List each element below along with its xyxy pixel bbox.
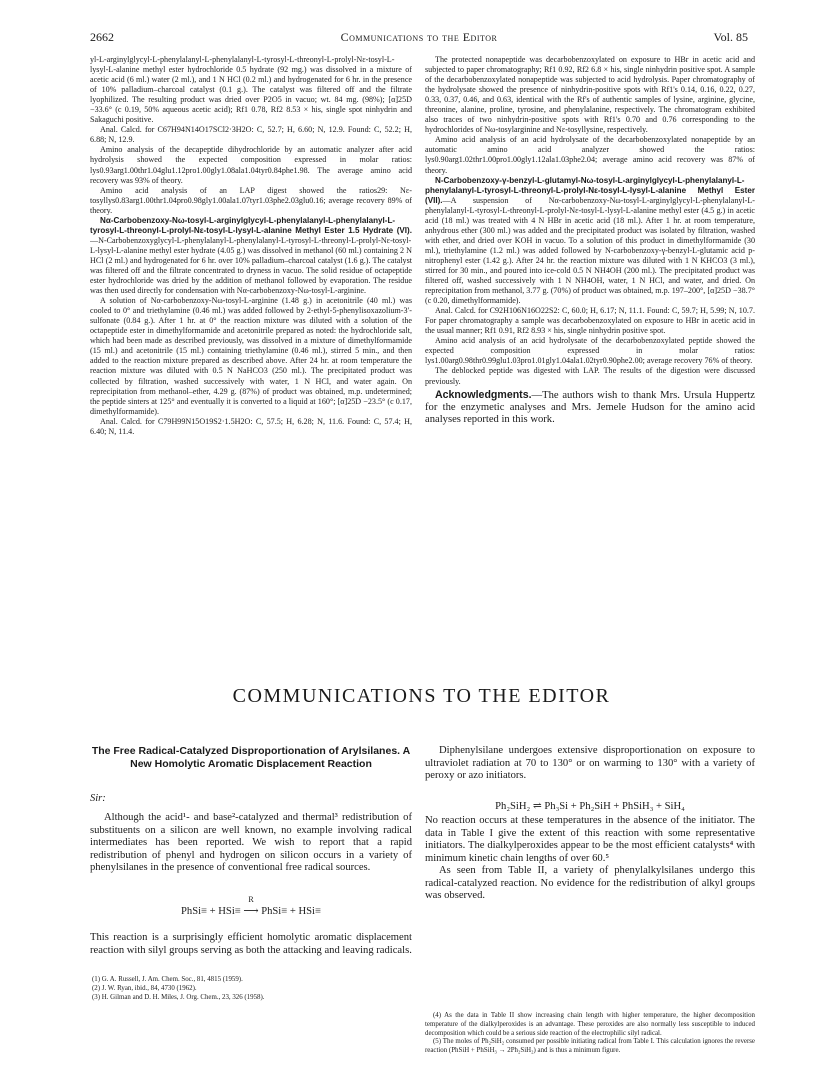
- paragraph-text: yl-L-arginylglycyl-L-phenylalanyl-L-phenylalanyl-L-tyrosyl-L-threonyl-L-prolyl-Nε-tosyl-L-lysyl-L-alanine methyl ester hydrochloride 0.5 hydrate (92 mg.) was dissolved in a mixture of acetic acid (6 ml.) water (2 ml.), and 1 N HCl (0.2 ml.) and hydrogenated for 6 hr. in the presence of 10% palladium–charcoal catalyst (0.1 g.). The catalyst was filtered off and the filtrate lyophilized. The resulting product was dried over P2O5 in vacuo; wt. 84 mg. (98%); [α]25D −33.6° (c 0.19, 50% aqueous acetic acid); Rf1 0.78, Rf2 8.53 × his, single spot ninhydrin and Sakaguchi positive.: [90, 55, 412, 125]
- compound-heading: Nα-Carbobenzoxy-Nω-tosyl-L-arginylglycyl-L-phenylalanyl-L-phenylalanyl-L-tyrosyl-L-threonyl-L-prolyl-Nε-tosyl-L-lysyl-L-alanine Methyl Ester 1.5 Hydrate (VI).: [90, 215, 412, 235]
- paragraph: [425, 366, 755, 386]
- top-left-column: [90, 55, 412, 585]
- paragraph: [90, 125, 412, 145]
- paragraph-text: The deblocked peptide was digested with LAP. The results of the digestion were discussed previously.: [425, 366, 755, 386]
- footnote: (1) G. A. Russell, J. Am. Chem. Soc., 81, 4815 (1959).: [92, 976, 243, 983]
- footnote: (5) The moles of Ph₂SiH₂ consumed per possible initiating radical from Table I. This calculation ignores the reverse reaction (PhSiH + PhSiH₃ → 2Ph₂SiH₂) and is thus a minimum figure.: [425, 1038, 755, 1055]
- page-number: 2662: [90, 30, 114, 44]
- paragraph: [425, 135, 755, 175]
- paragraph: No reaction occurs at these temperatures in the absence of the initiator. The data in Table I give the extent of this reaction with some representative initiators. The dialkylperoxides appear to be the most efficient catalysts⁴ with minimum kinetic chain lengths of over 60.⁵: [425, 815, 755, 864]
- compound-heading: N-Carbobenzoxy-γ-benzyl-L-glutamyl-Nω-tosyl-L-arginylglycyl-L-phenylalanyl-L-phenylalanyl-L-tyrosyl-L-threonyl-L-prolyl-Nε-tosyl-L-lysyl-L-alanine Methyl Ester (VII).: [425, 175, 755, 205]
- equation-redistribution: [90, 895, 412, 917]
- paragraph-text: Amino acid analysis of an acid hydrolysate of the decarbobenzoxylated nonapeptide by an automatic amino acid analyzer showed the ratios: lys0.90arg1.02thr1.00pro1.00gly1.12ala1.03phe2.04; average amino acid recovery was 87% of theory.: [425, 135, 755, 175]
- over-arrow-label: R: [248, 895, 254, 904]
- article-title: The Free Radical-Catalyzed Disproportionation of Arylsilanes. A New Homolytic Aromatic Displacement Reaction: [91, 745, 411, 770]
- acknowledgments: [425, 389, 755, 427]
- footnote: (3) H. Gilman and D. H. Miles, J. Org. Chem., 23, 326 (1958).: [92, 993, 265, 1001]
- top-right-column: [425, 55, 755, 585]
- paragraph-text: Amino acid analysis of an LAP digest showed the ratios29: Nε-tosyllys0.83arg1.00thr1.04pro0.98gly1.00ala1.07tyr1.03phe2.03glu0.16; average recovery 89% of theory.: [90, 185, 412, 215]
- paragraph-text: —N-Carbobenzoxyglycyl-L-phenylalanyl-L-phenylalanyl-L-tyrosyl-L-threonyl-L-prolyl-Nε-tosyl-L-lysyl-L-alanine methyl ester hydrate (4.05 g.) was dissolved in methanol (60 ml.) containing 2 N HCl (2 ml.) and hydrogenated for 6 hr. over 10% palladium–charcoal catalyst (1.6 g.). The catalyst was filtered off and the filtrate concentrated to dryness in vacuo. The solid residue of octapeptide ester hydrochloride was dried by the addition of methanol followed by evaporation. The residue was then used directly for condensation with Nα-carbobenzoxy-Nω-tosyl-L-arginine.: [90, 235, 412, 296]
- paragraph-text: Amino acid analysis of an acid hydrolysate of the decarbobenzoxylated peptide showed the expected composition expressed in molar ratios: lys1.00arg0.98thr0.99glu1.03pro1.01gly1.04ala1.02tyr0.90phe2.00; average recovery 76% of theory.: [425, 336, 755, 366]
- paragraph: [425, 336, 755, 366]
- paragraph: [90, 417, 412, 437]
- running-title: Communications to the Editor: [340, 30, 498, 44]
- paragraph: [425, 306, 755, 336]
- volume-label: Vol. 85: [713, 30, 748, 44]
- paragraph-text: The protected nonapeptide was decarbobenzoxylated on exposure to HBr in acetic acid and subjected to paper chromatography; Rf1 0.92, Rf2 6.8 × his, single ninhydrin positive spot. A sample of the decarbobenzoxylated nonapeptide was subjected to acid hydrolysis. Paper chromatography of the hydrolysate showed the presence of ninhydrin-positive spots with Rf1's 0.14, 0.16, 0.22, 0.27, 0.33, 0.37, 0.46, and 0.63, identical with the Rf's of authentic samples of lysine, arginine, glycine, threonine, alanine, proline, tyrosine, and phenylalanine, respectively. The chromatogram exhibited also traces of two ninhydrin-positive spots with Rf1's 0.70 and 0.76 corresponding to the hydrochlorides of Nω-tosylarginine and Nε-tosyllysine, respectively.: [425, 55, 755, 135]
- paragraph: [425, 55, 755, 135]
- equation-disproportionation: Ph₂SiH₂ ⇌ Ph₃Si + Ph₂SiH + PhSiH₃ + SiH₄: [495, 801, 685, 812]
- paragraph-text: Anal. Calcd. for C79H99N15O19S2·1.5H2O: C, 57.5; H, 6.28; N, 11.6. Found: C, 57.4; H, 6.40; N, 11.4.: [90, 416, 412, 436]
- footnote: (4) As the data in Table II show increasing chain length with higher temperature, the higher decomposition temperature of the dialkylperoxides is an advantage. These peroxides are also normally less susceptible to induced decomposition which could be a serious side reaction of the electrophilic silyl radical.: [425, 1012, 755, 1037]
- page-header: [90, 30, 748, 46]
- paragraph-text: Anal. Calcd. for C67H94N14O17SCl2·3H2O: C, 52.7; H, 6.60; N, 12.9. Found: C, 52.2; H, 6.88; N, 12.9.: [90, 125, 412, 145]
- paragraph: Diphenylsilane undergoes extensive disproportionation on exposure to ultraviolet radiation at 70 to 130° or on warming to 130° with a variety of peroxy or azo initiators.: [425, 745, 755, 781]
- paragraph: Although the acid¹- and base²-catalyzed and thermal³ redistribution of substituents on a silicon are well known, no example involving radical intermediates has been reported. We wish to report that a rapid redistribution of phenyl and hydrogen on silicon occurs in a variety of phenylsilanes in the presence of conventional free radical sources.: [90, 812, 412, 873]
- paragraph: [90, 145, 412, 185]
- paragraph-text: —A suspension of Nα-carbobenzoxy-Nω-tosyl-L-arginylglycyl-L-phenylalanyl-L-phenylalanyl-L-tyrosyl-L-threonyl-L-prolyl-Nε-tosyl-L-lysyl-L-alanine methyl ester (4.5 g.) in acetic acid (18 ml.) was treated with 4 N HBr in acetic acid (18 ml.). After 1 hr. at room temperature, anhydrous ether (300 ml.) was added and the precipitated product was isolated by filtration, washed with ether, and dried over KOH in vacuo. To a solution of this product in dimethylformamide (30 ml.), triethylamine (1.2 ml.) was added followed by N-carbobenzoxy-γ-benzyl-L-glutamic acid p-nitrophenyl ester (1.42 g.). After 24 hr. the reaction mixture was diluted with 1 N KHCO3 (3 ml.), stirred for 30 min., and poured into ice-cold 0.5 N NH4OH (200 ml.). The precipitated product was filtered off, washed successively with 1 N NH4OH, water, 1 N HCl, and water, and dried. On reprecipitation from methanol, 3.77 g. (70%) of product was obtained, m.p. 197–200°, [α]25D −38.7° (c 0.20, dimethylformamide).: [425, 195, 755, 306]
- paragraph: [90, 186, 412, 216]
- salutation: Sir:: [90, 793, 106, 804]
- article-left-paragraph-1: [90, 812, 412, 875]
- paragraph: [90, 296, 412, 417]
- paragraph: [90, 216, 412, 296]
- equation-text: PhSi≡ + HSi≡ ⟶ PhSi≡ + HSi≡: [181, 906, 321, 917]
- paragraph: [425, 176, 755, 307]
- article-right-paragraphs: [425, 815, 755, 903]
- footnotes-right: [425, 1012, 755, 1056]
- article-right-paragraph-1: [425, 745, 755, 783]
- paragraph: [90, 55, 412, 125]
- acknowledgments-text: —The authors wish to thank Mrs. Ursula Huppertz for the enzymetic analyses and Mrs. Jemele Hudson for the amino acid analyses reported in this work.: [425, 389, 755, 426]
- paragraph-text: Anal. Calcd. for C92H106N16O22S2: C, 60.0; H, 6.17; N, 11.1. Found: C, 59.7; H, 5.99; N, 10.7. For paper chromatography a sample was decarbobenzoxylated on exposure to HBr in acetic acid in the usual manner; Rf1 0.91, Rf2 8.93 × his, single ninhydrin positive spot.: [425, 306, 755, 336]
- footnote: (2) J. W. Ryan, ibid., 84, 4730 (1962).: [92, 984, 197, 992]
- paragraph-text: A solution of Nα-carbobenzoxy-Nω-tosyl-L-arginine (1.48 g.) in acetonitrile (40 ml.) was cooled to 0° and triethylamine (0.46 ml.) was added followed by 2-ethyl-5-phenylisoxazolium-3′-sulfonate (0.84 g.). After 1 hr. at 0° the reaction mixture was diluted with a solution of the octapeptide ester in dimethylformamide and acetonitrile prepared as noted: the hydrochloride salt, which had been made as described previously, was dissolved in a mixture of dimethylformamide (15 ml.) and acetonitrile (15 ml.) containing triethylamine (0.46 ml.), stirred 5 min., and then added to the reaction mixture prepared as described above. After 24 hr. at room temperature the reaction mixture was diluted with 0.5 N NaHCO3 (250 ml.). The precipitated product was collected by filtration, washed successively with water, 1 N HCl, and water again. On reprecipitation from methanol–ether, 4.29 g. (87%) of product was obtained, m.p. undetermined; the peptide sinters at 125° and eventually it is converted to a liquid at 160°; [α]25D −23.5° (c 0.17, dimethylformamide).: [90, 296, 412, 416]
- acknowledgments-title: Acknowledgments.: [435, 388, 532, 401]
- paragraph: As seen from Table II, a variety of phenylalkylsilanes undergo this radical-catalyzed reaction. No evidence for the redistribution of alkyl groups was observed.: [425, 865, 755, 901]
- section-banner: COMMUNICATIONS TO THE EDITOR: [232, 685, 611, 707]
- paragraph: This reaction is a surprisingly efficient homolytic aromatic displacement reaction with silyl groups serving as both the attacking and leaving radicals.: [90, 932, 412, 956]
- paragraph-text: Amino analysis of the decapeptide dihydrochloride by an automatic analyzer after acid hydrolysis showed the expected composition expressed in molar ratios: lys0.93arg1.00thr1.04glu1.12pro1.00gly1.08ala1.04tyr0.84phe1.98. The average amino acid recovery was 93% of theory.: [90, 145, 412, 185]
- footnotes-left: [92, 976, 412, 1002]
- article-left-paragraph-2: [90, 932, 412, 957]
